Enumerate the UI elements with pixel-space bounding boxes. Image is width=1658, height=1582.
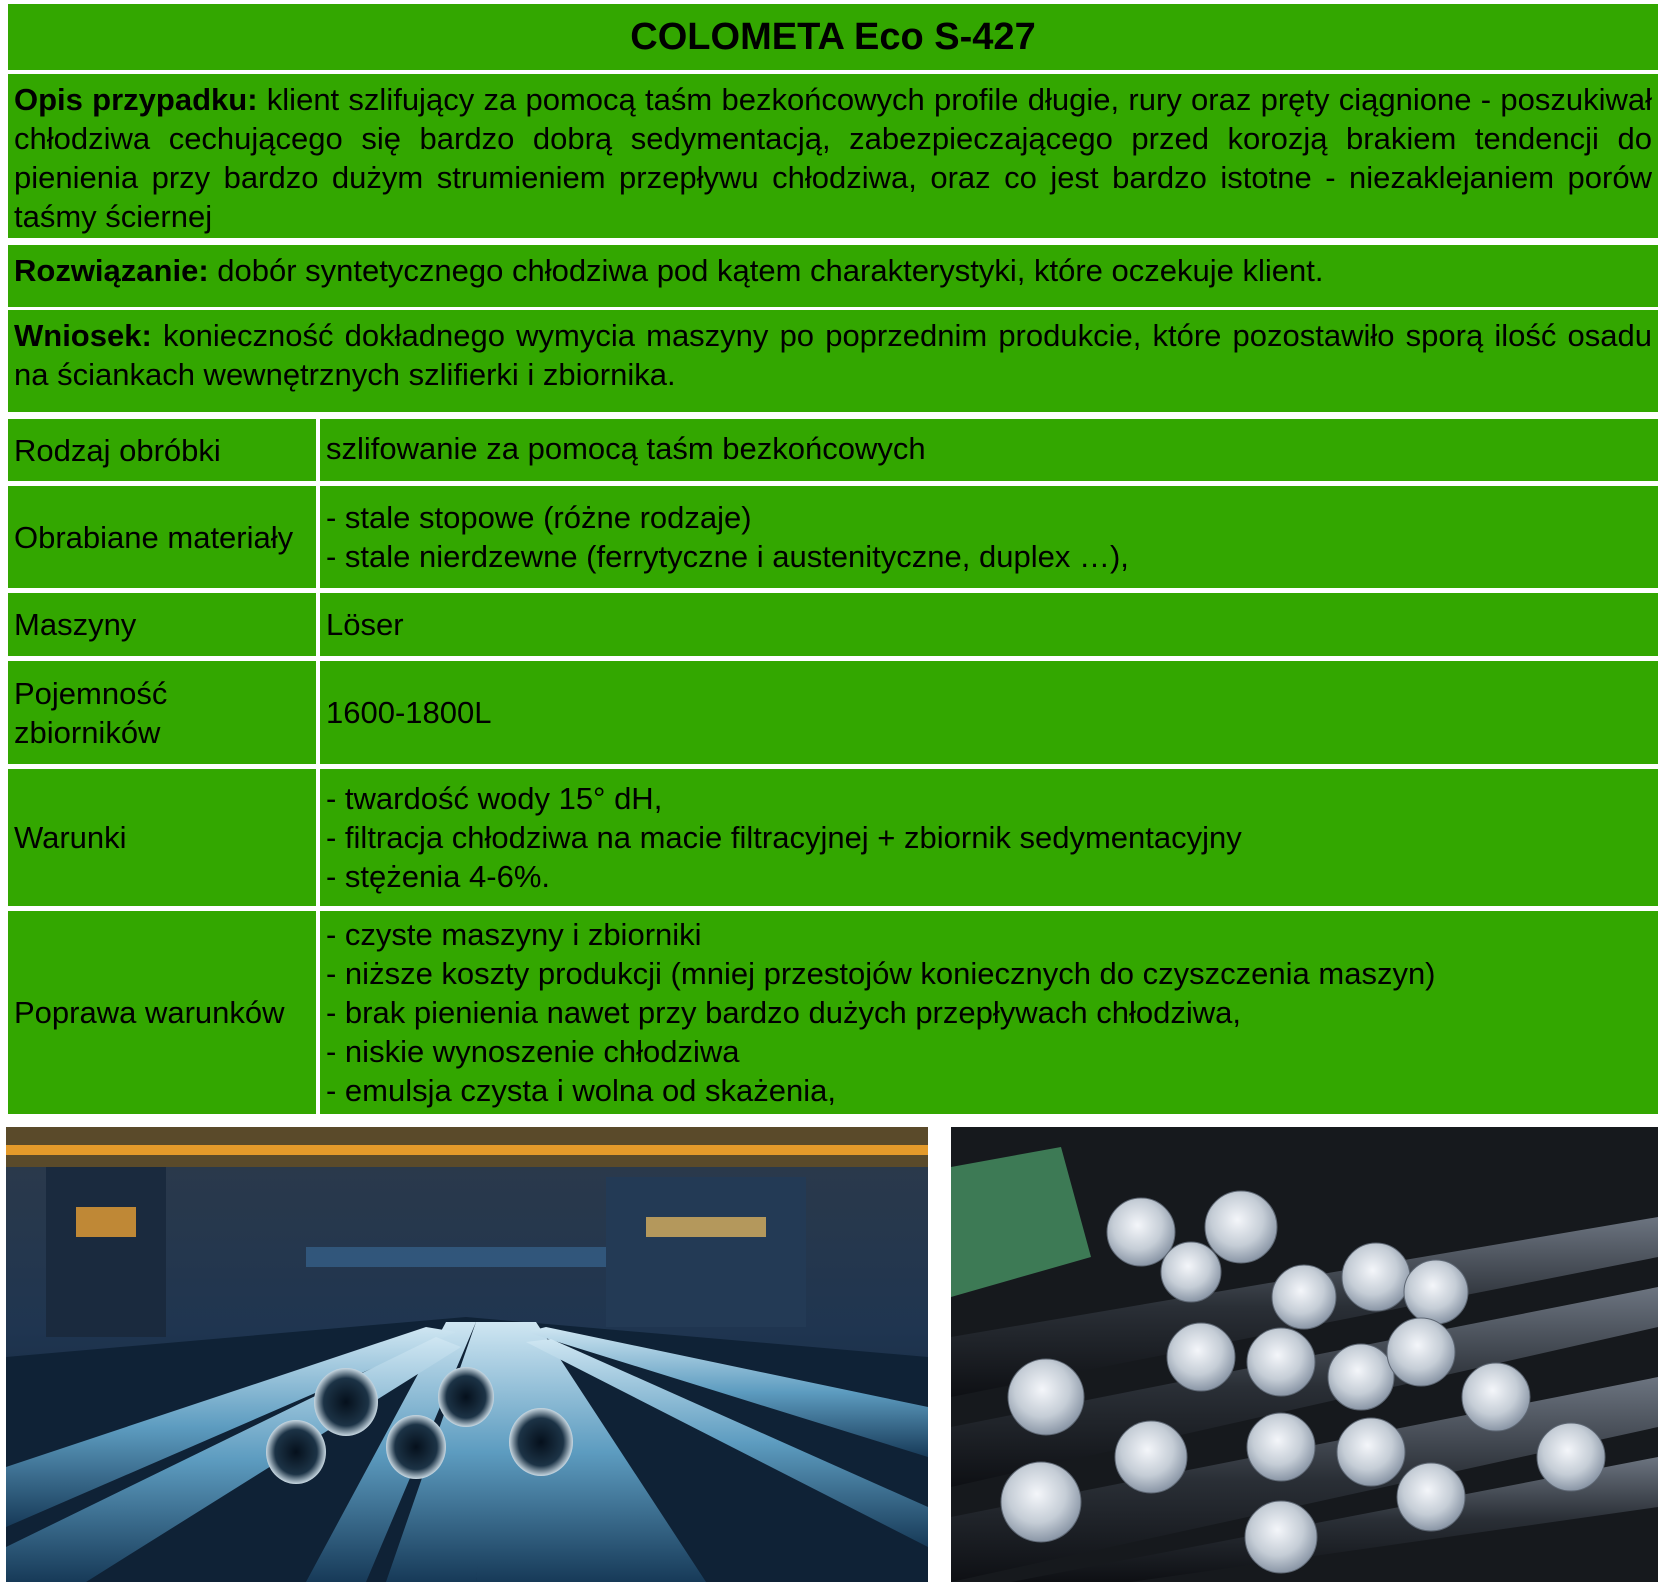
solution-label: Rozwiązanie: [14, 253, 209, 288]
case-text: klient szlifujący za pomocą taśm bezkońcowych profile długie, rury oraz pręty ciągnione - poszukiwał chłodziwa cechującego się bardzo dobrą sedymentacją, zabezpieczającego przed korozją brakiem tendencji do pienienia przy bardzo dużym strumieniem przepływu chłodziwa, oraz co jest bardzo istotne - niezaklejaniem porów taśmy ściernej [14, 82, 1652, 234]
value-line: - niższe koszty produkcji (mniej przestojów koniecznych do czyszczenia maszyn) [326, 956, 1436, 991]
value-line: - brak pienienia nawet przy bardzo dużych przepływach chłodziwa, [326, 995, 1241, 1030]
value-line: - stale stopowe (różne rodzaje) [326, 500, 752, 535]
row-label-tank-capacity: Pojemność zbiorników [8, 661, 316, 764]
conclusion-description [8, 310, 1658, 412]
solution-description [8, 245, 1658, 307]
row-label-improvements: Poprawa warunków [8, 911, 316, 1114]
value-line: Löser [326, 607, 404, 642]
value-line: - stale nierdzewne (ferrytyczne i austenityczne, duplex …), [326, 539, 1129, 574]
value-line: - czyste maszyny i zbiorniki [326, 917, 702, 952]
value-line: - niskie wynoszenie chłodziwa [326, 1034, 740, 1069]
row-value-conditions [320, 769, 1658, 906]
conclusion-label: Wniosek: [14, 318, 152, 353]
row-value-materials [320, 486, 1658, 588]
solution-text: dobór syntetycznego chłodziwa pod kątem charakterystyki, które oczekuje klient. [208, 253, 1324, 288]
row-value-processing-type [320, 419, 1658, 481]
steel-tubes-photo [6, 1127, 928, 1582]
steel-bars-photo [951, 1127, 1658, 1582]
case-label: Opis przypadku: [14, 82, 258, 117]
row-value-machines [320, 593, 1658, 656]
row-label-machines: Maszyny [8, 593, 316, 656]
page-title: COLOMETA Eco S-427 [8, 4, 1658, 70]
value-line: szlifowanie za pomocą taśm bezkońcowych [326, 431, 926, 466]
value-line: 1600-1800L [326, 695, 492, 730]
value-line: - emulsja czysta i wolna od skażenia, [326, 1073, 837, 1108]
row-value-tank-capacity [320, 661, 1658, 764]
row-label-conditions: Warunki [8, 769, 316, 906]
row-label-materials: Obrabiane materiały [8, 486, 316, 588]
value-line: - stężenia 4-6%. [326, 859, 550, 894]
row-label-processing-type: Rodzaj obróbki [8, 419, 316, 481]
value-line: - filtracja chłodziwa na macie filtracyjnej + zbiornik sedymentacyjny [326, 820, 1242, 855]
value-line: - twardość wody 15° dH, [326, 781, 663, 816]
conclusion-text: konieczność dokładnego wymycia maszyny po poprzednim produkcie, które pozostawiło sporą ilość osadu na ściankach wewnętrznych szlifierki i zbiornika. [14, 318, 1652, 392]
row-value-improvements [320, 911, 1658, 1114]
case-description [8, 74, 1658, 238]
